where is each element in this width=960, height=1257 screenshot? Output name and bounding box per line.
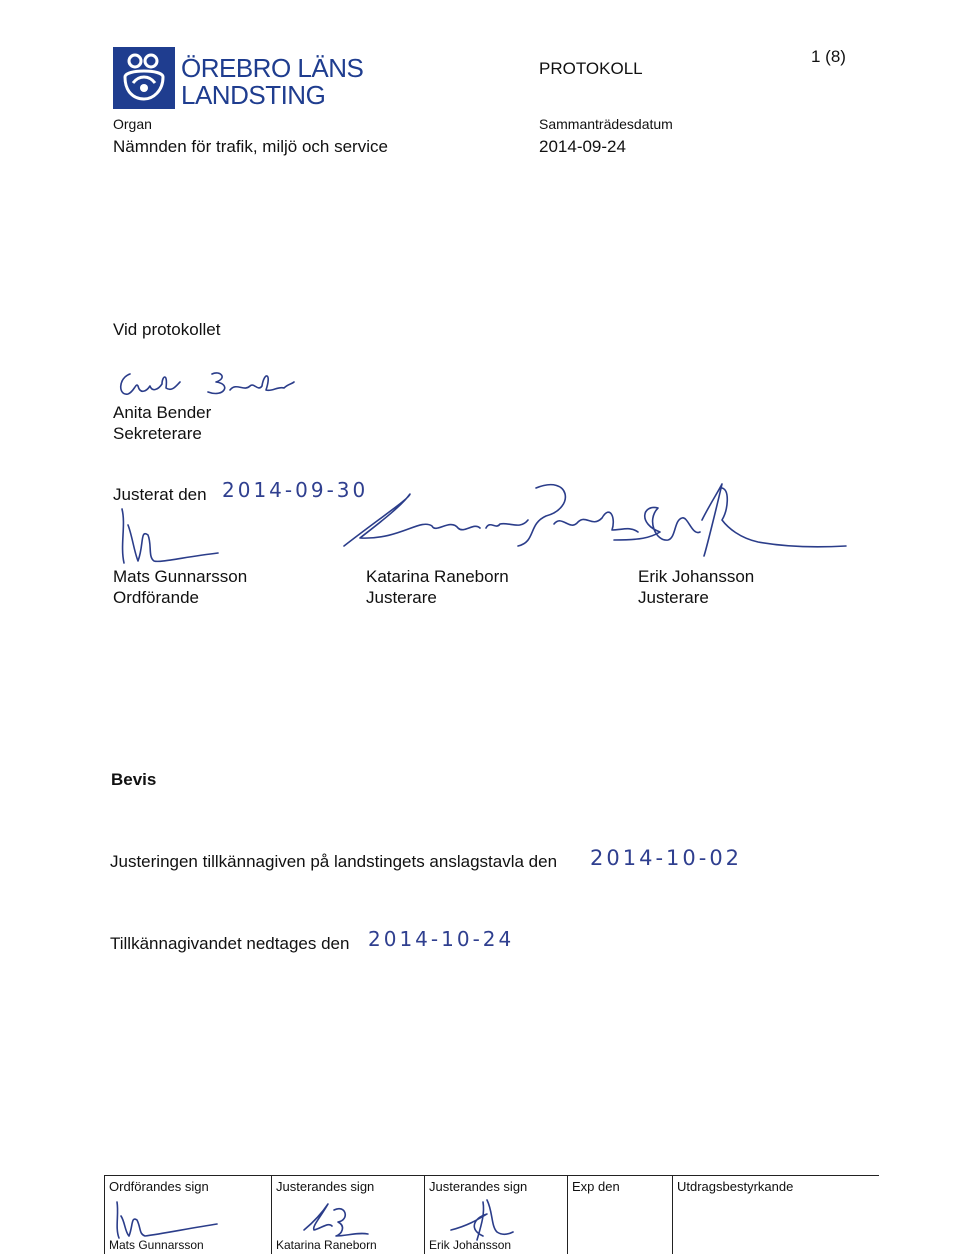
secretary-signature bbox=[116, 368, 296, 404]
organ-value: Nämnden för trafik, miljö och service bbox=[113, 137, 388, 156]
footer-header-adjuster-1: Justerandes sign bbox=[276, 1179, 375, 1194]
logo-emblem-icon bbox=[113, 47, 175, 109]
signer-1-role: Ordförande bbox=[113, 588, 199, 607]
footer-header-extract: Utdragsbestyrkande bbox=[677, 1179, 794, 1194]
logo-line-1: ÖREBRO LÄNS bbox=[181, 53, 364, 83]
page-number: 1 (8) bbox=[811, 47, 846, 66]
secretary-name: Anita Bender bbox=[113, 403, 212, 422]
document-type: PROTOKOLL bbox=[539, 59, 643, 78]
meeting-date-label: Sammanträdesdatum bbox=[539, 116, 673, 132]
signer-3-role: Justerare bbox=[638, 588, 709, 607]
removed-label: Tillkännagivandet nedtages den bbox=[110, 934, 350, 953]
footer-sign-table bbox=[104, 1175, 879, 1254]
protocol-heading: Vid protokollet bbox=[113, 320, 221, 339]
footer-chair-initials bbox=[111, 1198, 221, 1238]
adjuster-2-signature bbox=[610, 480, 848, 560]
footer-cell-exp-date bbox=[568, 1176, 673, 1254]
signer-2-name: Katarina Raneborn bbox=[366, 567, 509, 586]
logo-emblem-graphic bbox=[113, 47, 175, 109]
secretary-role: Sekreterare bbox=[113, 424, 202, 443]
announced-date-handwritten: 2014-10-02 bbox=[590, 846, 743, 870]
footer-name-adjuster-1: Katarina Raneborn bbox=[276, 1238, 377, 1252]
signer-3-name: Erik Johansson bbox=[638, 567, 755, 586]
adjuster-1-signature bbox=[340, 478, 640, 550]
footer-header-chair: Ordförandes sign bbox=[109, 1179, 209, 1194]
footer-cell-adjuster-1 bbox=[272, 1176, 425, 1254]
footer-cell-chair bbox=[105, 1176, 272, 1254]
signer-2-role: Justerare bbox=[366, 588, 437, 607]
footer-cell-adjuster-2 bbox=[425, 1176, 568, 1254]
removed-date-handwritten: 2014-10-24 bbox=[368, 927, 515, 951]
meeting-date-value: 2014-09-24 bbox=[539, 137, 626, 156]
organ-label: Organ bbox=[113, 116, 152, 132]
footer-cell-extract bbox=[673, 1176, 879, 1254]
logo-line-2: LANDSTING bbox=[181, 80, 326, 110]
footer-header-exp-date: Exp den bbox=[572, 1179, 620, 1194]
announced-label: Justeringen tillkännagiven på landstingets anslagstavla den bbox=[110, 852, 558, 871]
signer-1-name: Mats Gunnarsson bbox=[113, 567, 248, 586]
footer-name-adjuster-2: Erik Johansson bbox=[429, 1238, 512, 1252]
proof-heading: Bevis bbox=[111, 770, 157, 789]
footer-name-chair: Mats Gunnarsson bbox=[109, 1238, 204, 1252]
footer-adjuster-1-initials bbox=[302, 1200, 372, 1240]
adjusted-label: Justerat den bbox=[113, 485, 207, 504]
footer-header-adjuster-2: Justerandes sign bbox=[429, 1179, 528, 1194]
footer-adjuster-2-initials bbox=[447, 1196, 517, 1242]
adjusted-date-handwritten: 2014-09-30 bbox=[222, 478, 369, 502]
chair-signature bbox=[114, 505, 224, 565]
